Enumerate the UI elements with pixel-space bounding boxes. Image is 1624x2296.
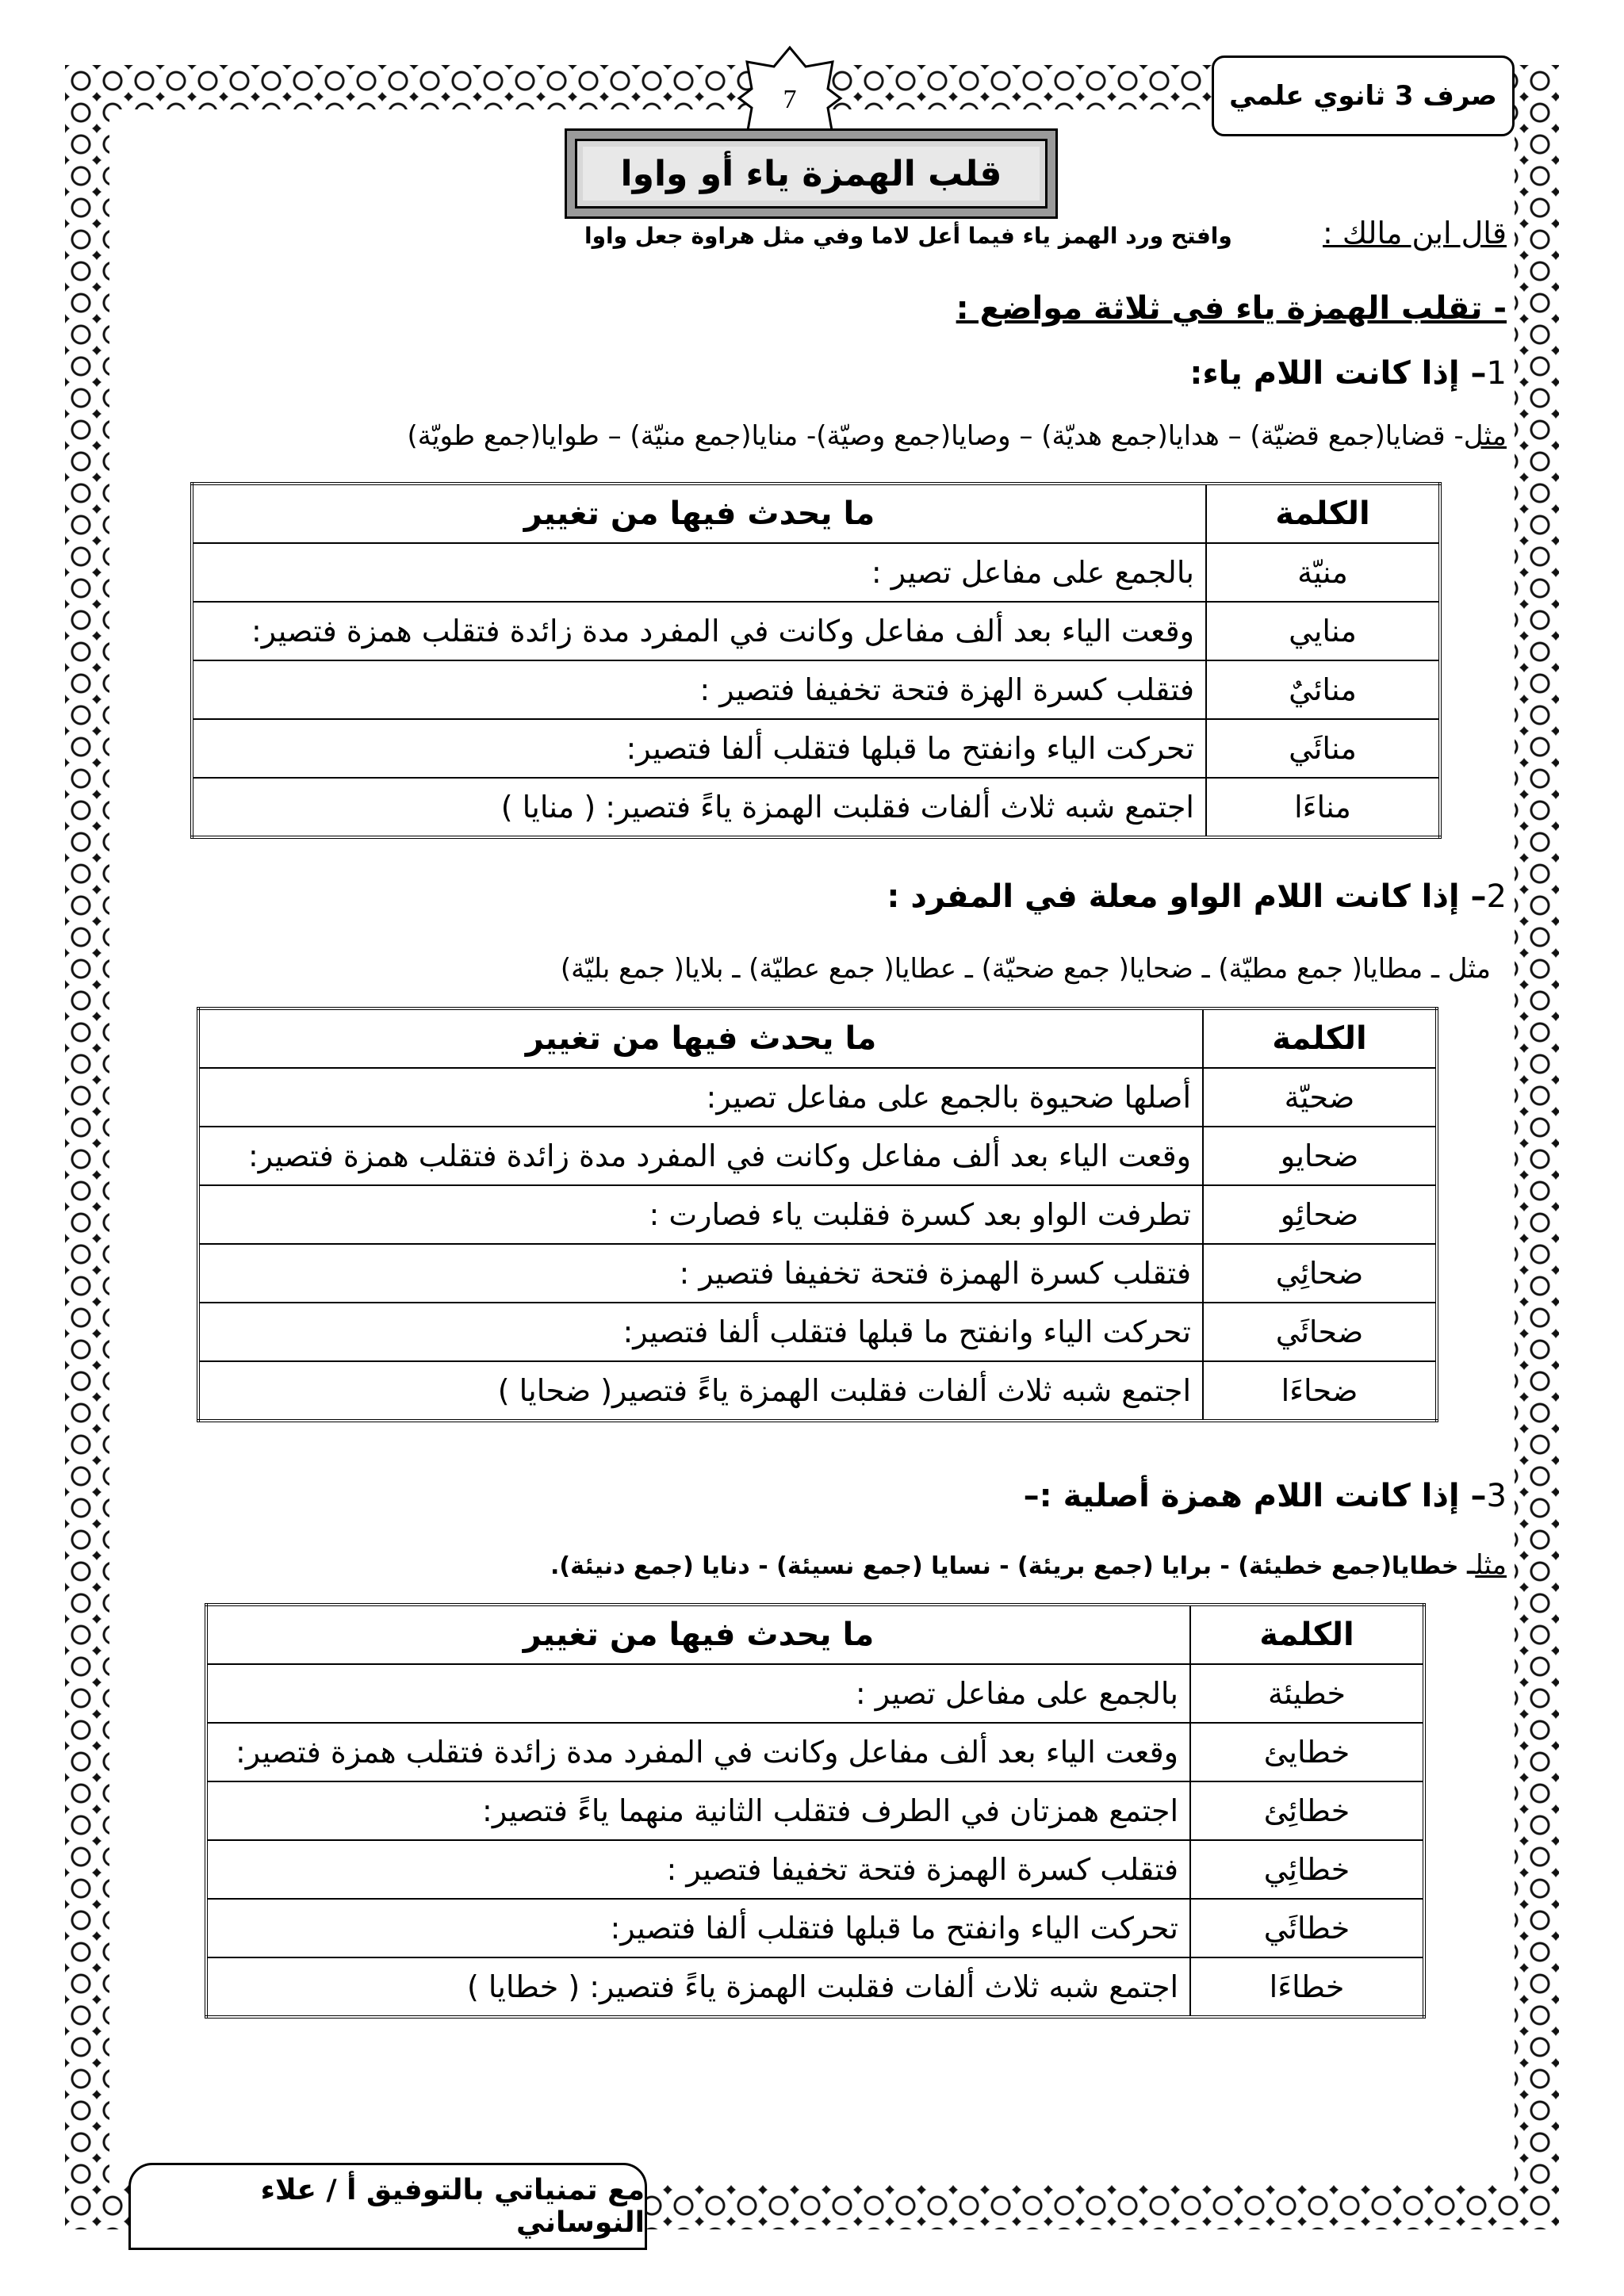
subject-header: صرف 3 ثانوي علمي xyxy=(1212,55,1515,136)
section3-heading xyxy=(1024,1478,1507,1514)
example-label: مثل xyxy=(1475,1549,1507,1581)
quote-verse: وافتح ورد الهمز ياء فيما أعل لاما وفي مثل هراوة جعل واوا xyxy=(584,223,1232,249)
word-cell: خطايئ xyxy=(1190,1723,1424,1781)
page-number: 7 xyxy=(783,85,797,114)
section3-heading-text: – إذا كانت اللام همزة أصلية :– xyxy=(1023,1478,1487,1514)
desc-cell: بالجمع على مفاعل تصير : xyxy=(192,543,1206,602)
section2-example: مثل ـ مطايا( جمع مطيّة) ـ ضحايا( جمع ضحيّة) ـ عطايا( جمع عطيّة) ـ بلايا( جمع بليّة) xyxy=(560,953,1491,985)
desc-cell: اجتمع همزتان في الطرف فتقلب الثانية منهما ياءً فتصير: xyxy=(206,1781,1190,1840)
section2-heading xyxy=(887,878,1507,915)
table-row xyxy=(192,660,1440,719)
word-cell: خطاءَا xyxy=(1190,1957,1424,2017)
table-row xyxy=(198,1244,1437,1303)
table-row xyxy=(206,1781,1424,1840)
desc-cell: تحركت الياء وانفتح ما قبلها فتقلب ألفا فتصير: xyxy=(198,1303,1203,1361)
desc-cell: وقعت الياء بعد ألف مفاعل وكانت في المفرد مدة زائدة فتقلب همزة فتصير: xyxy=(192,602,1206,660)
word-cell: ضحائَي xyxy=(1203,1303,1437,1361)
desc-cell: فتقلب كسرة الهزة فتحة تخفيفا فتصير : xyxy=(192,660,1206,719)
section3-example xyxy=(550,1549,1507,1581)
section1-heading-text: – إذا كانت اللام ياء: xyxy=(1189,355,1487,392)
col-header-word: الكلمة xyxy=(1190,1605,1424,1664)
table-row xyxy=(198,1303,1437,1361)
word-cell: منيّة xyxy=(1206,543,1440,602)
table-header-row xyxy=(192,484,1440,543)
col-header-word: الكلمة xyxy=(1206,484,1440,543)
table-row xyxy=(192,602,1440,660)
section1-example xyxy=(408,420,1507,452)
table-row xyxy=(206,1957,1424,2017)
table-row xyxy=(198,1068,1437,1127)
quote-label: قال ابن مالك : xyxy=(1323,216,1507,251)
main-heading: - تقلب الهمزة ياء في ثلاثة مواضع : xyxy=(956,290,1507,327)
section1-example-text: - قضايا(جمع قضيّة) – هدايا(جمع هديّة) – وصايا(جمع وصيّة)- منايا(جمع منيّة) – طوايا(جمع طويّة) xyxy=(407,420,1464,452)
example-label: مثل xyxy=(1463,420,1507,452)
word-cell: خطائَي xyxy=(1190,1899,1424,1957)
desc-cell: اجتمع شبه ثلاث ألفات فقلبت الهمزة ياءً فتصير: ( منايا ) xyxy=(192,778,1206,837)
table-row xyxy=(206,1840,1424,1899)
desc-cell: تحركت الياء وانفتح ما قبلها فتقلب ألفا فتصير: xyxy=(192,719,1206,778)
word-cell: منايي xyxy=(1206,602,1440,660)
table-row xyxy=(198,1127,1437,1185)
table-header-row xyxy=(206,1605,1424,1664)
table-row xyxy=(206,1723,1424,1781)
col-header-word: الكلمة xyxy=(1203,1008,1437,1068)
lesson-title: قلب الهمزة ياء أو واوا xyxy=(583,147,1040,201)
col-header-change: ما يحدث فيها من تغيير xyxy=(192,484,1206,543)
word-cell: ضحاءَا xyxy=(1203,1361,1437,1421)
section3-table xyxy=(205,1603,1426,2019)
desc-cell: اجتمع شبه ثلاث ألفات فقلبت الهمزة ياءً فتصير: ( خطايا ) xyxy=(206,1957,1190,2017)
section2-table xyxy=(197,1007,1438,1422)
word-cell: ضحائِي xyxy=(1203,1244,1437,1303)
table-row xyxy=(198,1361,1437,1421)
table-row xyxy=(192,719,1440,778)
section3-example-text: ـ خطايا(جمع خطيئة) - برايا (جمع بريئة) - نسايا (جمع نسيئة) - دنايا (جمع دنيئة). xyxy=(550,1552,1476,1580)
table-row xyxy=(192,543,1440,602)
desc-cell: اجتمع شبه ثلاث ألفات فقلبت الهمزة ياءً فتصير( ضحايا ) xyxy=(198,1361,1203,1421)
desc-cell: تحركت الياء وانفتح ما قبلها فتقلب ألفا فتصير: xyxy=(206,1899,1190,1957)
section2-heading-text: – إذا كانت اللام الواو معلة في المفرد : xyxy=(887,878,1487,915)
word-cell: ضحايو xyxy=(1203,1127,1437,1185)
table-header-row xyxy=(198,1008,1437,1068)
table-row xyxy=(206,1899,1424,1957)
desc-cell: تطرفت الواو بعد كسرة فقلبت ياء فصارت : xyxy=(198,1185,1203,1244)
col-header-change: ما يحدث فيها من تغيير xyxy=(198,1008,1203,1068)
table-row xyxy=(198,1185,1437,1244)
word-cell: خطيئة xyxy=(1190,1664,1424,1723)
desc-cell: فتقلب كسرة الهمزة فتحة تخفيفا فتصير : xyxy=(198,1244,1203,1303)
section3-number: 3 xyxy=(1486,1478,1507,1514)
footer-signature: مع تمنياتي بالتوفيق أ / علاء النوساني xyxy=(128,2163,647,2250)
section1-heading xyxy=(1189,355,1507,392)
table-row xyxy=(192,778,1440,837)
word-cell: مناءَا xyxy=(1206,778,1440,837)
desc-cell: بالجمع على مفاعل تصير : xyxy=(206,1664,1190,1723)
quote-line xyxy=(584,216,1507,251)
section1-table xyxy=(190,482,1442,839)
desc-cell: أصلها ضحيوة بالجمع على مفاعل تصير: xyxy=(198,1068,1203,1127)
desc-cell: وقعت الياء بعد ألف مفاعل وكانت في المفرد مدة زائدة فتقلب همزة فتصير: xyxy=(206,1723,1190,1781)
word-cell: خطائِي xyxy=(1190,1840,1424,1899)
word-cell: خطائِئ xyxy=(1190,1781,1424,1840)
section2-number: 2 xyxy=(1486,878,1507,915)
col-header-change: ما يحدث فيها من تغيير xyxy=(206,1605,1190,1664)
table-row xyxy=(206,1664,1424,1723)
word-cell: ضحائِو xyxy=(1203,1185,1437,1244)
desc-cell: فتقلب كسرة الهمزة فتحة تخفيفا فتصير : xyxy=(206,1840,1190,1899)
word-cell: ضحيّة xyxy=(1203,1068,1437,1127)
desc-cell: وقعت الياء بعد ألف مفاعل وكانت في المفرد مدة زائدة فتقلب همزة فتصير: xyxy=(198,1127,1203,1185)
lesson-title-box xyxy=(565,128,1058,219)
section1-number: 1 xyxy=(1486,355,1507,392)
word-cell: منائَي xyxy=(1206,719,1440,778)
word-cell: منائيٌ xyxy=(1206,660,1440,719)
